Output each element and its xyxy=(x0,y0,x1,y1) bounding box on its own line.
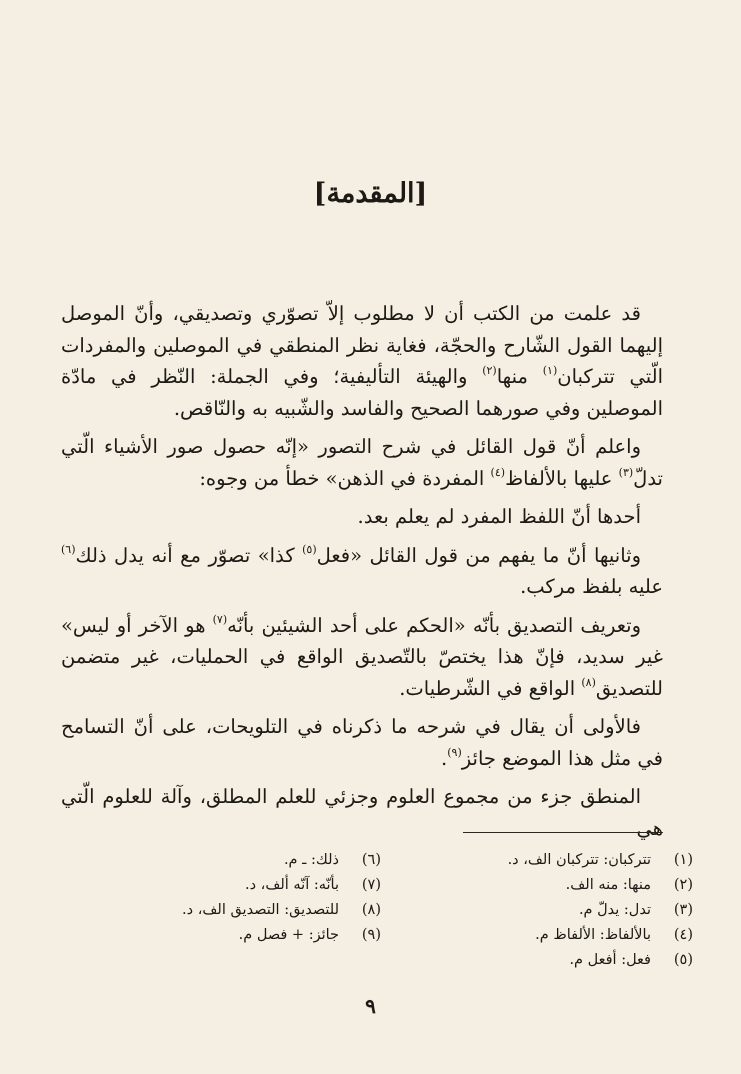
text-run: عليها بالألفاظ xyxy=(505,466,619,490)
text-run: وثانيها أنّ ما يفهم من قول القائل «فعل xyxy=(316,543,641,567)
paragraph xyxy=(61,610,663,705)
paragraph xyxy=(61,781,663,844)
text-run: الواقع في الشّرطيات. xyxy=(399,676,582,700)
body-text xyxy=(61,298,663,851)
footnote-divider xyxy=(463,832,663,833)
footnotes-column-right xyxy=(393,848,693,973)
footnote xyxy=(393,898,693,923)
page-number: ٩ xyxy=(365,994,376,1018)
text-run: وتعريف التصديق بأنّه «الحكم على أحد الشيئين بأنّه xyxy=(227,613,641,637)
text-run: المفردة في الذهن» خطأ من وجوه: xyxy=(199,466,491,490)
text-run: هو الآخر أو ليس» غير سديد، فإنّ هذا يختصّ بالتّصديق الواقع في الحمليات، غير متضمن للتصديق xyxy=(61,613,663,700)
footnote-ref: (٨) xyxy=(581,675,596,689)
footnote-number: (١) xyxy=(673,852,693,868)
text-run: أحدها أنّ اللفظ المفرد لم يعلم بعد. xyxy=(357,505,641,528)
text-run: . xyxy=(441,746,448,770)
section-heading: [المقدمة] xyxy=(313,178,428,209)
text-run: منها xyxy=(496,365,543,388)
footnotes-column-left xyxy=(81,848,381,948)
footnote-text: فعل: أفعل م. xyxy=(569,952,651,968)
footnote-ref: (٧) xyxy=(212,612,228,626)
footnote-number: (٨) xyxy=(361,902,381,918)
footnote-number: (٧) xyxy=(361,877,381,893)
footnote xyxy=(81,873,381,898)
paragraph xyxy=(61,298,663,424)
footnote xyxy=(81,848,381,873)
footnote-text: بأنّه: آنّه ألف، د. xyxy=(244,877,339,893)
paragraph xyxy=(61,711,663,774)
text-run: قد علمت من الكتب أن لا مطلوب إلاّ تصوّري وتصديقي، وأنّ الموصل إليهما القول الشّارح والحجّة، فغاية نظر المنطقي في الموصلين والمفردات الّتي تتركبان xyxy=(61,302,663,388)
footnote-number: (٣) xyxy=(673,902,693,918)
footnote-ref: (٣) xyxy=(618,465,634,479)
footnote-number: (٤) xyxy=(673,927,693,943)
text-run: والهيئة التأليفية؛ وفي الجملة: النّظر في مادّة الموصلين وفي صورهما الصحيح والفاسد والشّبيه به والنّاقص. xyxy=(61,365,663,420)
paragraph xyxy=(61,501,663,533)
footnote-text: منها: منه الف. xyxy=(565,877,651,893)
footnote-ref: (٦) xyxy=(61,542,76,556)
footnote xyxy=(393,848,693,873)
text-run: عليه بلفظ مركب. xyxy=(520,575,663,598)
footnote xyxy=(81,898,381,923)
footnote-number: (٥) xyxy=(673,952,693,968)
footnote-text: تدل: يدلّ م. xyxy=(578,902,651,918)
footnote-ref: (٥) xyxy=(302,542,317,556)
footnote-ref: (٩) xyxy=(447,745,462,759)
footnote-ref: (١) xyxy=(542,364,558,377)
footnote-text: تتركبان: تتركبان الف، د. xyxy=(507,852,651,868)
footnote-text: للتصديق: التصديق الف، د. xyxy=(182,902,339,918)
text-run: المنطق جزء من مجموع العلوم وجزئي للعلم المطلق، وآلة للعلوم الّتي هي xyxy=(61,785,663,840)
text-run: واعلم أنّ قول القائل في شرح التصور «إنّه حصول صور الأشياء الّتي تدلّ xyxy=(61,435,663,490)
footnote-ref: (٢) xyxy=(482,364,497,377)
footnote-text: جائز: + فصل م. xyxy=(238,927,339,943)
footnote xyxy=(393,873,693,898)
footnote-ref: (٤) xyxy=(490,465,506,479)
paragraph xyxy=(61,540,663,603)
text-run: كذا» تصوّر مع أنه يدل ذلك xyxy=(75,543,303,567)
footnote-number: (٢) xyxy=(673,877,693,893)
footnote xyxy=(81,923,381,948)
footnote-number: (٩) xyxy=(361,927,381,943)
footnote-text: بالألفاظ: الألفاظ م. xyxy=(535,927,651,943)
text-run: فالأولى أن يقال في شرحه ما ذكرناه في التلويحات، على أنّ التسامح في مثل هذا الموضع جائز xyxy=(61,715,663,770)
footnote-number: (٦) xyxy=(361,852,381,868)
footnote xyxy=(393,923,693,948)
paragraph xyxy=(61,431,663,494)
footnote xyxy=(393,948,693,973)
footnote-text: ذلك: ـ م. xyxy=(283,852,339,868)
